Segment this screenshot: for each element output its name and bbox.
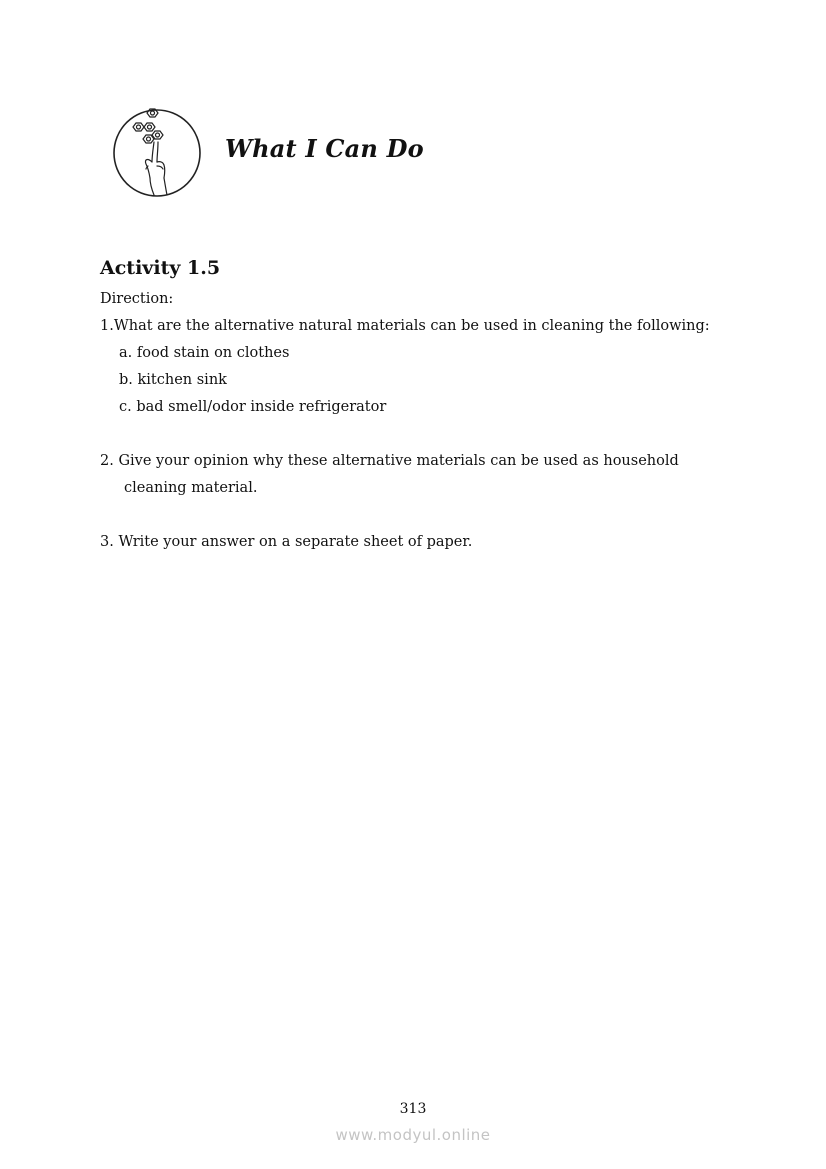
activity-title: Activity 1.5 xyxy=(100,257,221,279)
question-1: 1.What are the alternative natural materials can be used in cleaning the following: xyxy=(100,318,710,334)
question-2-line-2: cleaning material. xyxy=(124,480,258,496)
watermark: www.modyul.online xyxy=(335,1126,491,1144)
question-1-item: a. food stain on clothes xyxy=(119,345,290,361)
hand-with-gears-icon xyxy=(110,106,205,201)
question-1-item: b. kitchen sink xyxy=(119,372,227,388)
question-2-line-1: 2. Give your opinion why these alternative materials can be used as household xyxy=(100,453,679,469)
direction-label: Direction: xyxy=(100,291,174,307)
page-number: 313 xyxy=(399,1101,427,1117)
question-3: 3. Write your answer on a separate sheet of paper. xyxy=(100,534,473,550)
question-1-item: c. bad smell/odor inside refrigerator xyxy=(119,399,387,415)
section-title: What I Can Do xyxy=(225,134,424,163)
